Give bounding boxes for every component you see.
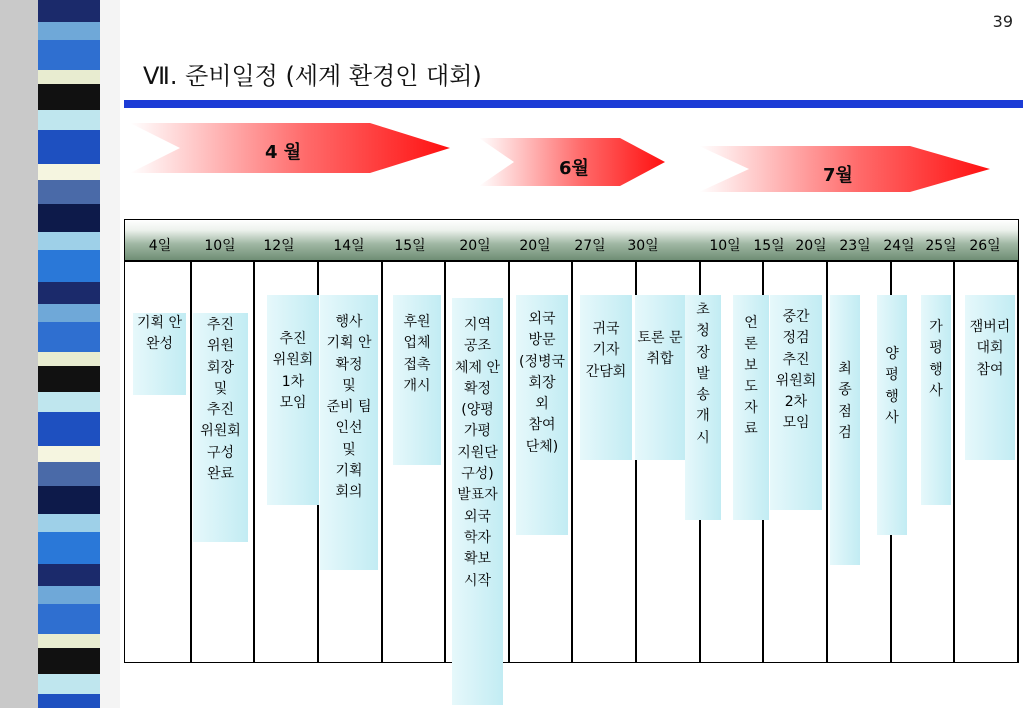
date-header: 26일: [969, 238, 1001, 254]
title-underline: [124, 100, 1023, 108]
event-text: 잼버리 대회 참여: [969, 319, 1011, 378]
event-box: [635, 295, 685, 460]
event-text: 추진 위원 회장 및 추진 위원회 구성 완료: [200, 317, 241, 483]
date-header: 30일: [627, 238, 659, 254]
strip-band: [38, 232, 100, 250]
strip-band: [38, 564, 100, 586]
strip-band: [38, 282, 100, 304]
date-header: 20일: [459, 238, 491, 254]
strip-band: [38, 352, 100, 366]
event-text: 가 평 행 사: [929, 319, 943, 399]
slide-title: Ⅶ. 준비일정 (세계 환경인 대회): [143, 62, 482, 90]
strip-band: [38, 22, 100, 40]
strip-band: [38, 70, 100, 84]
date-header-row: [125, 220, 1018, 262]
strip-band: [38, 446, 100, 462]
strip-band: [38, 250, 100, 282]
date-header: 10일: [709, 238, 741, 254]
column-divider: [253, 262, 255, 662]
strip-band: [38, 366, 100, 392]
strip-band: [38, 648, 100, 674]
strip-band: [38, 164, 100, 180]
event-text: 언 론 보 도 자 료: [744, 315, 758, 438]
month-label-july: 7월: [823, 165, 853, 186]
month-label-june: 6월: [559, 158, 589, 179]
strip-band: [38, 304, 100, 322]
date-header: 27일: [574, 238, 606, 254]
date-header: 20일: [795, 238, 827, 254]
strip-band: [38, 604, 100, 634]
strip-band: [38, 532, 100, 564]
event-text: 기획 안 완성: [136, 315, 183, 353]
column-divider: [381, 262, 383, 662]
column-divider: [571, 262, 573, 662]
event-text: 외국 방문 (정병국 회장 외 참여 단체): [518, 311, 566, 455]
strip-band: [38, 486, 100, 514]
decorative-side-strip: [0, 0, 120, 708]
strip-band: [38, 674, 100, 694]
strip-band: [38, 0, 100, 22]
event-text: 행사 기획 안 확정 및 준비 팀 인선 및 기획 회의: [326, 314, 372, 501]
date-header: 15일: [394, 238, 426, 254]
event-text: 중간 정검 추진 위원회 2차 모임: [775, 309, 817, 432]
strip-band: [38, 180, 100, 204]
date-header: 20일: [519, 238, 551, 254]
date-header: 24일: [883, 238, 915, 254]
strip-band: [38, 84, 100, 110]
strip-band: [38, 694, 100, 708]
column-divider: [953, 262, 955, 662]
column-divider: [508, 262, 510, 662]
column-divider: [190, 262, 192, 662]
event-text: 추진 위원회 1차 모임: [272, 331, 314, 411]
strip-band: [38, 586, 100, 604]
date-header: 15일: [753, 238, 785, 254]
event-text: 토론 문 취합: [637, 330, 683, 368]
page-number: 39: [992, 12, 1013, 31]
strip-band: [38, 204, 100, 232]
column-divider: [826, 262, 828, 662]
date-header: 10일: [204, 238, 236, 254]
strip-gray-band: [0, 0, 38, 708]
strip-band: [38, 322, 100, 352]
event-text: 최 종 점 검: [838, 361, 852, 441]
strip-band: [38, 462, 100, 486]
month-label-april: 4 월: [265, 142, 302, 163]
strip-light-band: [100, 0, 120, 708]
strip-band: [38, 40, 100, 70]
event-text: 지역 공조 체제 안 확정 (양평 가평 지원단 구성) 발표자 외국 학자 확보 시작: [454, 317, 501, 589]
event-text: 귀국 기자 간담회: [585, 321, 627, 380]
date-header: 14일: [333, 238, 365, 254]
strip-band: [38, 514, 100, 532]
column-divider: [444, 262, 446, 662]
strip-band: [38, 412, 100, 446]
strip-band: [38, 634, 100, 648]
date-header: 4일: [148, 238, 172, 254]
event-text: 양 평 행 사: [885, 346, 899, 426]
strip-band: [38, 392, 100, 412]
schedule-table: [124, 219, 1019, 663]
strip-band: [38, 110, 100, 130]
date-header: 25일: [925, 238, 957, 254]
event-text: 후원 업체 접촉 개시: [403, 314, 431, 394]
strip-band: [38, 130, 100, 164]
date-header: 12일: [263, 238, 295, 254]
event-text: 초 청 장 발 송 개 시: [696, 302, 710, 446]
column-divider: [1017, 262, 1019, 662]
date-header: 23일: [839, 238, 871, 254]
